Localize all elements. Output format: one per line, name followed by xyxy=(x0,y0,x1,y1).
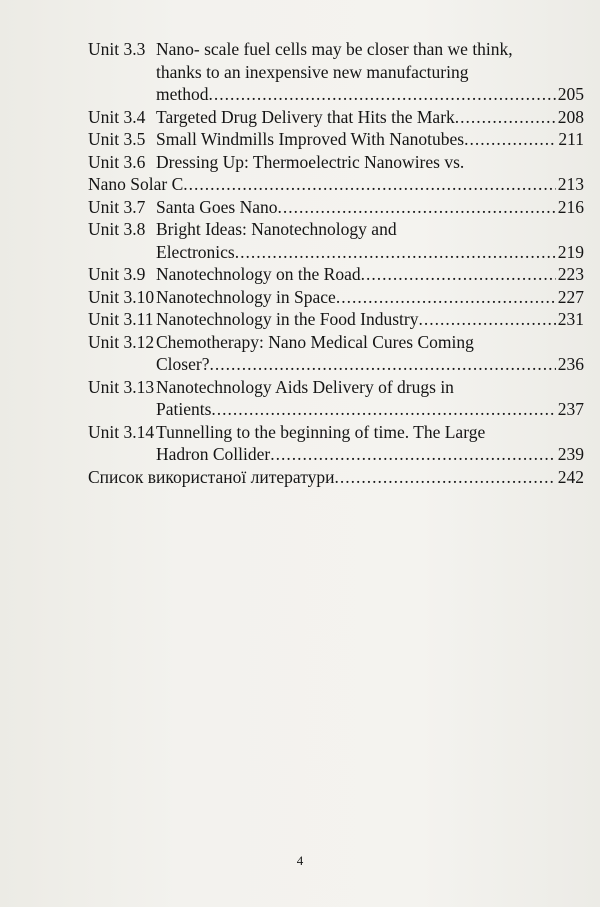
dot-leader xyxy=(211,398,555,421)
entry-title: Bright Ideas: Nanotechnology and xyxy=(156,219,397,239)
entry-title: Nanotechnology Aids Delivery of drugs in xyxy=(156,376,454,397)
page-ref: 216 xyxy=(557,196,584,217)
entry-title: Electronics xyxy=(156,241,235,262)
entry-title: Nanotechnology in the Food Industry xyxy=(156,309,419,329)
entry-title: Nanotechnology on the Road xyxy=(156,264,361,284)
dot-leader xyxy=(235,241,556,264)
entry-title: Nano- scale fuel cells may be closer than we think, xyxy=(156,39,513,59)
page-number: 4 xyxy=(296,853,304,868)
dot-leader xyxy=(209,353,555,376)
toc-entry xyxy=(88,331,584,376)
page-ref: 219 xyxy=(557,241,584,262)
toc-entry xyxy=(88,376,584,421)
unit-number: Unit 3.11 xyxy=(88,309,154,329)
page-ref: 242 xyxy=(557,466,584,487)
toc-entry xyxy=(88,308,584,331)
page-ref: 231 xyxy=(557,309,584,329)
toc-entry xyxy=(88,151,584,196)
toc-entry xyxy=(88,218,584,263)
entry-title: Tunnelling to the beginning of time. The Large xyxy=(156,421,486,442)
entry-title: Targeted Drug Delivery that Hits the Mark xyxy=(156,106,455,127)
entry-title: Список використаної литератури xyxy=(88,466,335,487)
dot-leader xyxy=(335,466,556,489)
entry-title: Nanotechnology in Space xyxy=(156,286,336,307)
entry-title: Closer? xyxy=(156,354,210,374)
unit-number: Unit 3.5 xyxy=(88,129,146,149)
table-of-contents xyxy=(88,38,584,488)
toc-entry xyxy=(88,263,584,286)
unit-number: Unit 3.9 xyxy=(88,264,146,284)
page-ref: 239 xyxy=(557,444,584,464)
dot-leader xyxy=(464,128,556,151)
page-ref: 223 xyxy=(557,264,584,284)
entry-title: thanks to an inexpensive new manufacturing xyxy=(156,61,469,82)
entry-title: Chemotherapy: Nano Medical Cures Coming xyxy=(156,331,474,352)
page-ref: 236 xyxy=(557,354,584,374)
entry-title: Hadron Collider xyxy=(156,444,271,464)
toc-entry xyxy=(88,196,584,219)
unit-number: Unit 3.8 xyxy=(88,219,146,239)
unit-number: Unit 3.3 xyxy=(88,39,146,59)
page-ref: 227 xyxy=(557,286,584,307)
entry-title: method xyxy=(156,84,209,104)
dot-leader xyxy=(361,263,556,286)
toc-entry xyxy=(88,421,584,466)
page-ref: 208 xyxy=(557,106,584,127)
unit-number: Unit 3.10 xyxy=(88,286,155,307)
page-ref: 205 xyxy=(557,84,584,104)
dot-leader xyxy=(278,196,556,219)
dot-leader xyxy=(183,173,555,196)
dot-leader xyxy=(418,308,555,331)
unit-number: Unit 3.6 xyxy=(88,151,146,172)
unit-number: Unit 3.7 xyxy=(88,196,146,217)
page-ref: 211 xyxy=(558,129,584,149)
entry-title: Patients xyxy=(156,399,212,419)
dot-leader xyxy=(455,106,556,129)
dot-leader xyxy=(270,443,556,466)
unit-number: Unit 3.4 xyxy=(88,106,146,127)
toc-entry xyxy=(88,128,584,151)
toc-entry-bibliography xyxy=(88,466,584,489)
unit-number: Unit 3.13 xyxy=(88,376,155,397)
entry-title: Santa Goes Nano xyxy=(156,196,278,217)
toc-entry xyxy=(88,106,584,129)
page-ref: 213 xyxy=(557,174,584,194)
toc-entry xyxy=(88,286,584,309)
toc-entry xyxy=(88,38,584,106)
entry-title: Small Windmills Improved With Nanotubes xyxy=(156,129,465,149)
unit-number: Unit 3.14 xyxy=(88,421,155,442)
dot-leader xyxy=(209,83,556,106)
entry-title: Dressing Up: Thermoelectric Nanowires vs. xyxy=(156,151,465,172)
dot-leader xyxy=(336,286,556,309)
page-ref: 237 xyxy=(557,399,584,419)
unit-number: Unit 3.12 xyxy=(88,331,155,352)
entry-title: Nano Solar C xyxy=(88,174,184,194)
